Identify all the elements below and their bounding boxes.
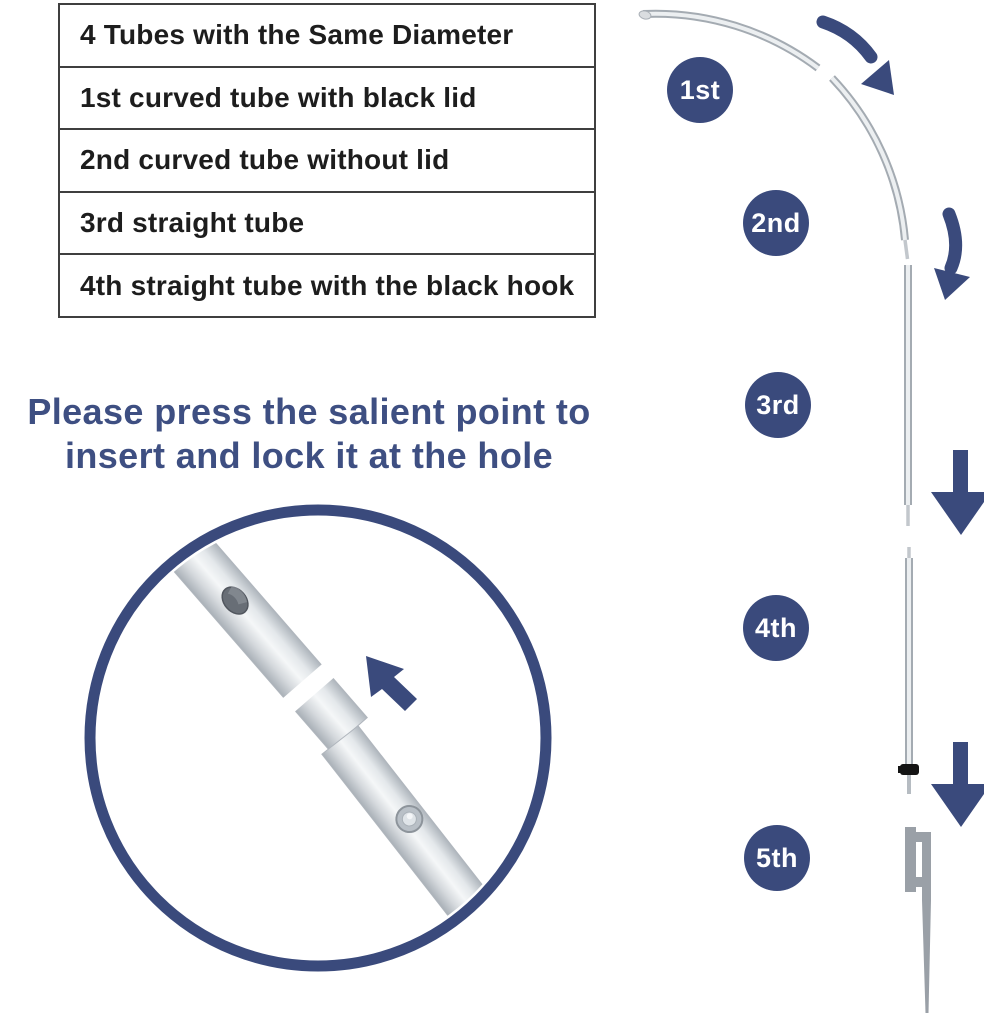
step-badge-1st	[667, 57, 733, 123]
instruction-heading	[0, 390, 618, 478]
curved-arrow-down-icon	[934, 214, 970, 300]
table-row-label: 3rd straight tube	[80, 207, 305, 239]
ground-stake	[905, 827, 931, 1013]
instruction-line-2: insert and lock it at the hole	[64, 434, 554, 476]
table-row	[60, 66, 594, 129]
table-row	[60, 253, 594, 316]
tube-1-curved	[638, 10, 818, 68]
flagpole-assembly	[638, 10, 984, 1013]
tube-4-straight	[898, 547, 919, 794]
table-row-label: 2nd curved tube without lid	[80, 144, 450, 176]
table-row	[60, 191, 594, 254]
step-label: 1st	[679, 74, 721, 105]
magnifier-circle	[90, 459, 546, 966]
tube-4-black-hook	[900, 764, 919, 775]
parts-table	[58, 3, 596, 318]
instruction-line-1: Please press the salient point to	[27, 391, 591, 432]
step-badge-4th	[743, 595, 809, 661]
step-badge-5th	[744, 825, 810, 891]
stake-spike	[922, 832, 931, 1013]
step-badge-2nd	[743, 190, 809, 256]
table-row-label: 1st curved tube with black lid	[80, 81, 477, 113]
table-row-label: 4 Tubes with the Same Diameter	[80, 19, 514, 51]
tube-2-joint-pin	[905, 240, 908, 259]
down-arrow-icon	[931, 450, 984, 535]
table-row-label: 4th straight tube with the black hook	[80, 269, 575, 301]
step-badge-3rd	[745, 372, 811, 438]
step-label: 4th	[755, 612, 797, 643]
table-row	[60, 128, 594, 191]
down-arrow-icon	[931, 742, 984, 827]
step-label: 2nd	[751, 207, 801, 238]
table-row	[60, 5, 594, 66]
tube-2-curved	[832, 78, 908, 259]
magnifier-ring	[90, 510, 546, 966]
step-label: 5th	[756, 842, 798, 873]
step-label: 3rd	[756, 389, 800, 420]
stake-bracket-bar	[905, 827, 916, 892]
